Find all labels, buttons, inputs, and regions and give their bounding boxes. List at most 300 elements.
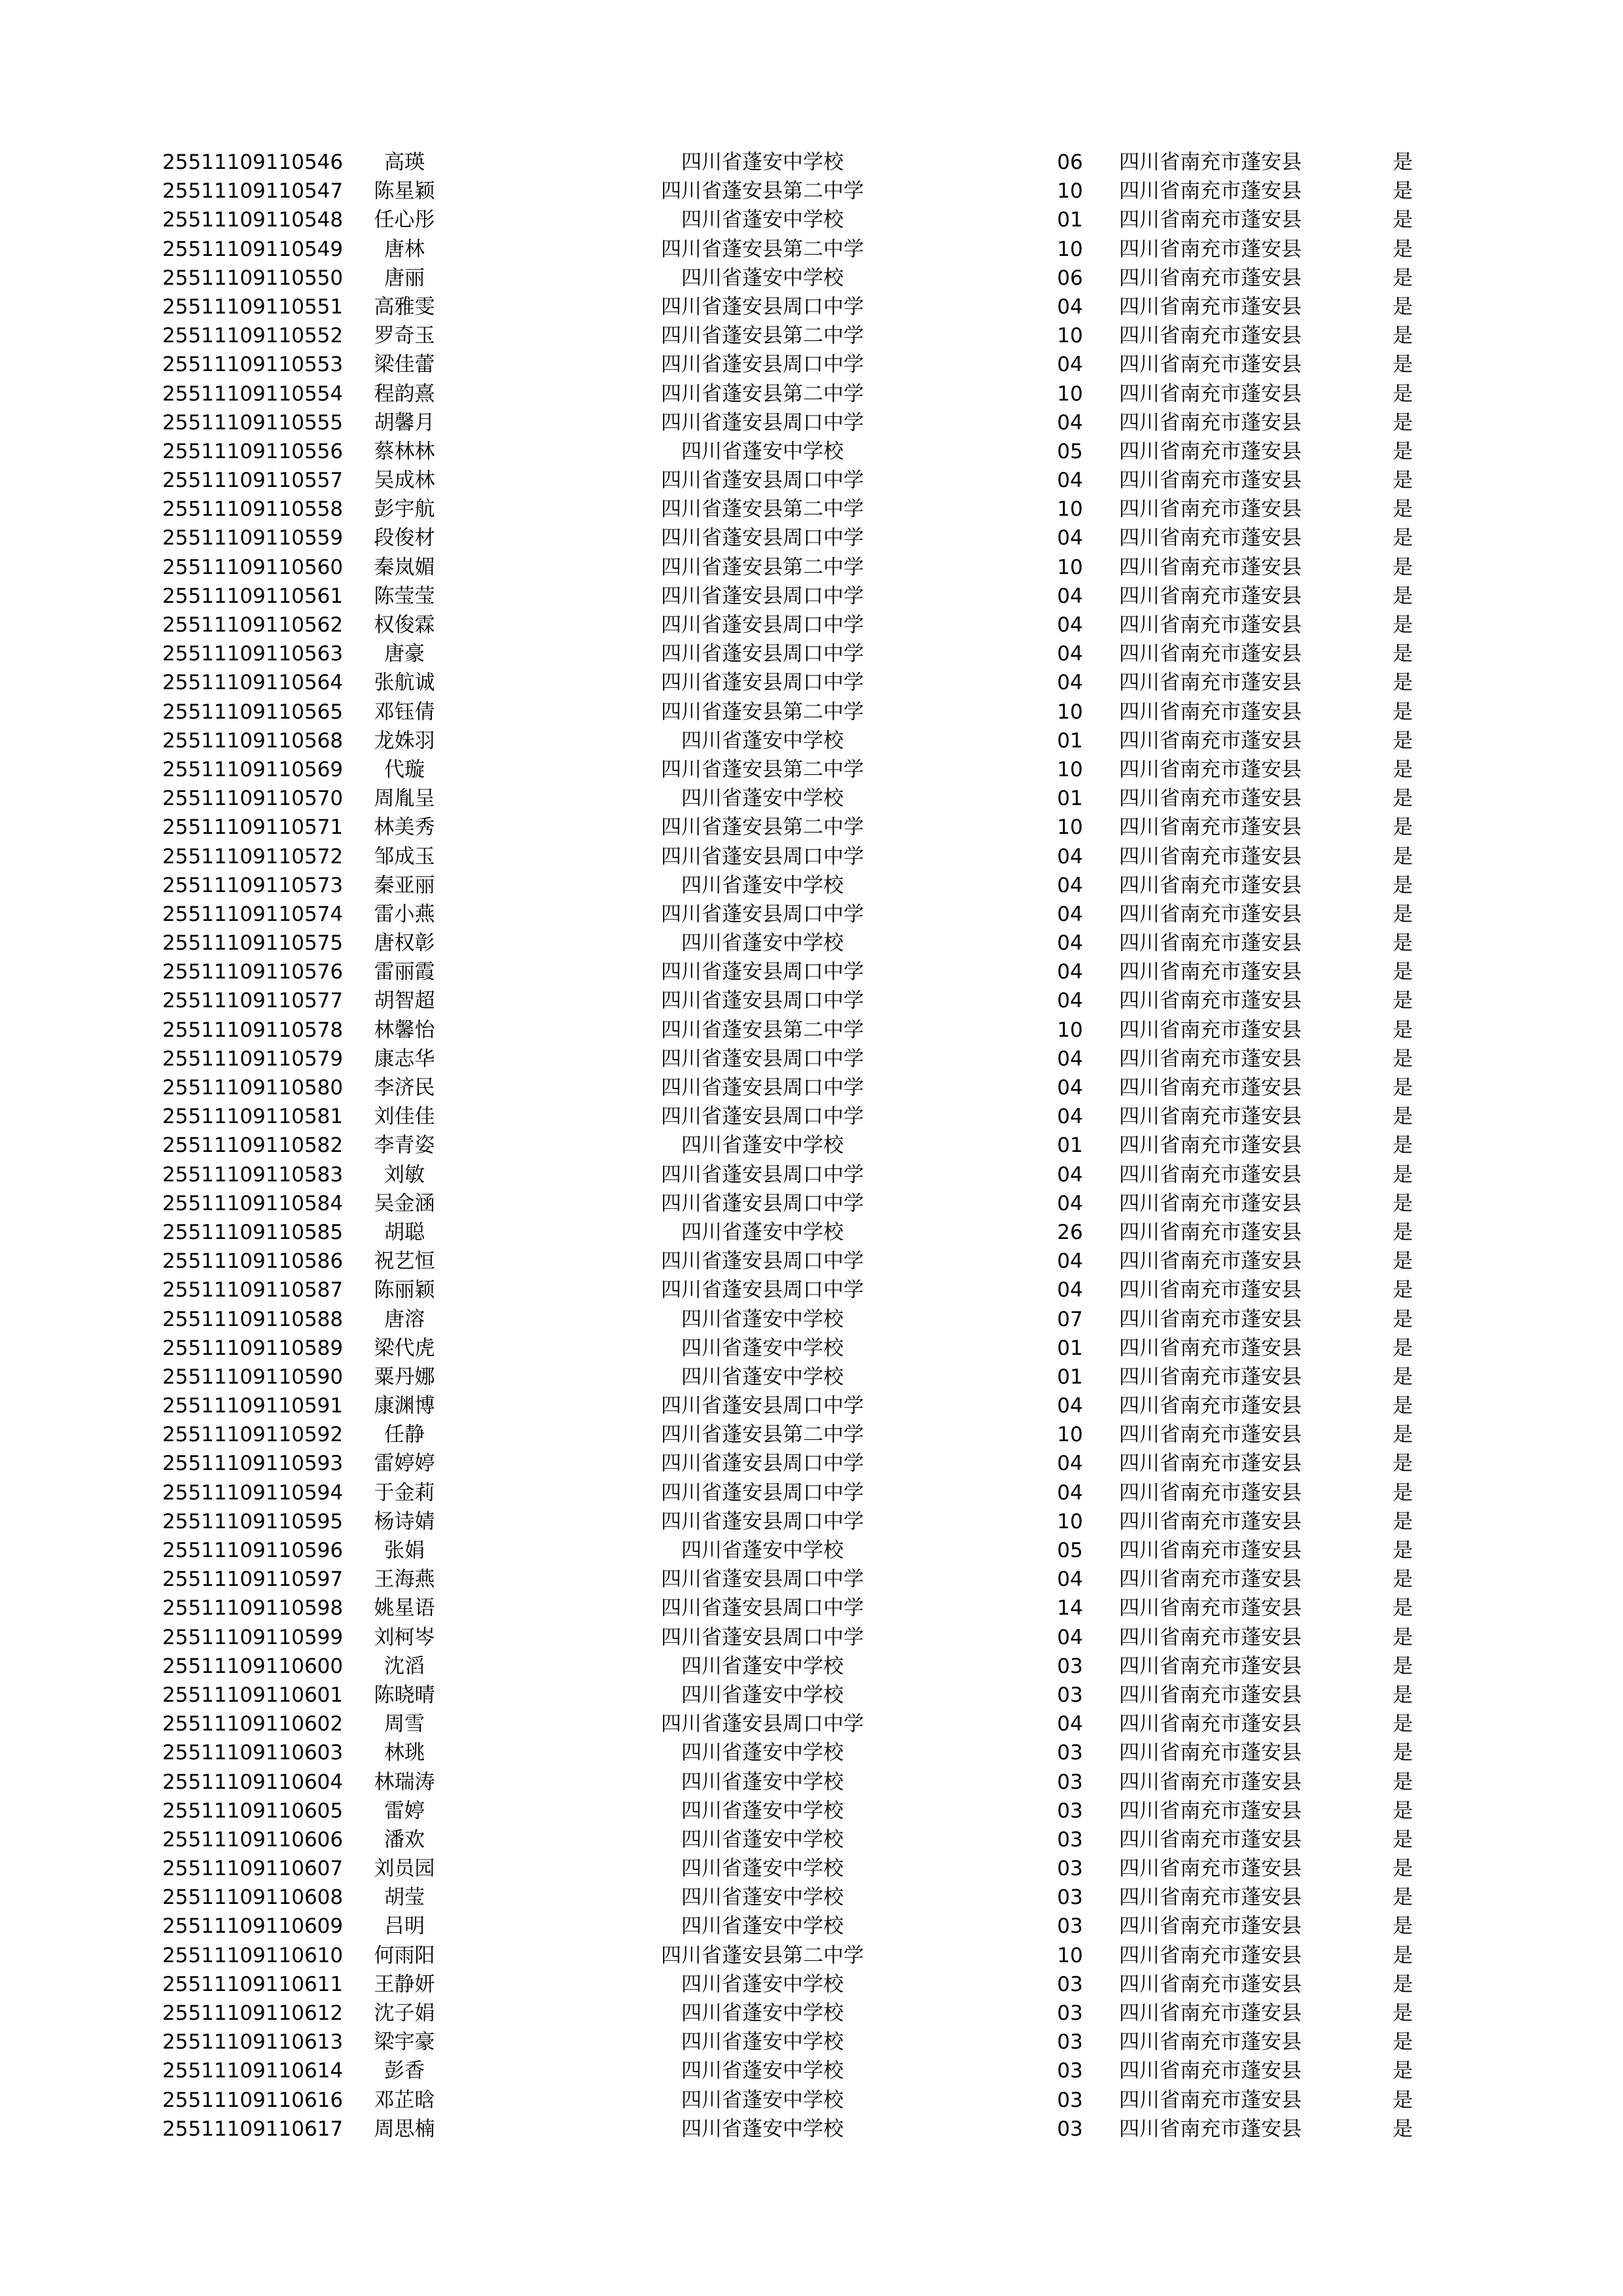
school-name: 四川省蓬安县周口中学	[661, 1625, 864, 1649]
eligible-flag: 是	[1393, 931, 1413, 956]
region: 四川省南充市蓬安县	[1119, 1134, 1302, 1158]
region: 四川省南充市蓬安县	[1119, 1972, 1302, 1996]
eligible-flag: 是	[1393, 1307, 1413, 1331]
table-row	[0, 726, 1623, 755]
table-row	[0, 986, 1623, 1015]
region: 四川省南充市蓬安县	[1119, 266, 1302, 290]
student-name: 吴金涵	[374, 1191, 435, 1215]
region: 四川省南充市蓬安县	[1119, 324, 1302, 348]
school-name: 四川省蓬安县第二中学	[661, 382, 864, 406]
school-name: 四川省蓬安县周口中学	[661, 613, 864, 637]
student-name: 蔡林林	[374, 439, 435, 463]
region: 四川省南充市蓬安县	[1119, 902, 1302, 926]
category-code: 04	[1057, 960, 1083, 984]
table-row	[0, 1305, 1623, 1334]
school-name: 四川省蓬安县周口中学	[661, 1596, 864, 1621]
school-name: 四川省蓬安县周口中学	[661, 353, 864, 377]
student-name: 刘员园	[374, 1857, 435, 1881]
school-name: 四川省蓬安县第二中学	[661, 1018, 864, 1042]
eligible-flag: 是	[1393, 642, 1413, 666]
student-name: 杨诗婧	[374, 1509, 435, 1534]
student-name: 祝艺恒	[374, 1249, 435, 1274]
school-name: 四川省蓬安中学校	[681, 1770, 844, 1794]
region: 四川省南充市蓬安县	[1119, 1191, 1302, 1215]
student-name: 胡聪	[384, 1220, 425, 1244]
student-name: 雷婷	[384, 1799, 425, 1823]
school-name: 四川省蓬安中学校	[681, 2030, 844, 2054]
region: 四川省南充市蓬安县	[1119, 1886, 1302, 1910]
exam-number: 25511109110569	[162, 757, 344, 781]
category-code: 01	[1057, 1134, 1083, 1158]
student-name: 林瑞涛	[374, 1770, 435, 1794]
student-name: 高雅雯	[374, 295, 435, 319]
eligible-flag: 是	[1393, 700, 1413, 724]
category-code: 06	[1057, 151, 1083, 174]
category-code: 04	[1057, 1625, 1083, 1649]
table-row	[0, 206, 1623, 234]
eligible-flag: 是	[1393, 2117, 1413, 2141]
region: 四川省南充市蓬安县	[1119, 1741, 1302, 1765]
student-name: 唐权彰	[374, 931, 435, 956]
eligible-flag: 是	[1393, 816, 1413, 840]
table-row	[0, 1623, 1623, 1652]
student-name: 刘柯岑	[374, 1625, 435, 1649]
eligible-flag: 是	[1393, 671, 1413, 695]
region: 四川省南充市蓬安县	[1119, 2001, 1302, 2025]
region: 四川省南充市蓬安县	[1119, 469, 1302, 493]
school-name: 四川省蓬安县第二中学	[661, 1423, 864, 1447]
table-row	[0, 813, 1623, 842]
exam-number: 25511109110584	[162, 1191, 344, 1215]
region: 四川省南充市蓬安县	[1119, 1336, 1302, 1360]
eligible-flag: 是	[1393, 1943, 1413, 1967]
exam-number: 25511109110560	[162, 555, 344, 579]
student-name: 何雨阳	[374, 1943, 435, 1967]
exam-number: 25511109110552	[162, 324, 344, 348]
student-name: 高瑛	[384, 151, 425, 174]
school-name: 四川省蓬安中学校	[681, 1539, 844, 1562]
student-name: 李济民	[374, 1076, 435, 1100]
category-code: 04	[1057, 1278, 1083, 1302]
student-name: 罗奇玉	[374, 324, 435, 348]
exam-number: 25511109110580	[162, 1076, 344, 1100]
table-row	[0, 1768, 1623, 1797]
table-row	[0, 1970, 1623, 1999]
school-name: 四川省蓬安县周口中学	[661, 1191, 864, 1215]
category-code: 04	[1057, 1452, 1083, 1476]
region: 四川省南充市蓬安县	[1119, 1625, 1302, 1649]
exam-number: 25511109110546	[162, 151, 344, 174]
student-name: 段俊材	[374, 526, 435, 550]
school-name: 四川省蓬安县周口中学	[661, 1076, 864, 1100]
category-code: 10	[1057, 1423, 1083, 1447]
eligible-flag: 是	[1393, 1162, 1413, 1187]
region: 四川省南充市蓬安县	[1119, 1076, 1302, 1100]
table-row	[0, 1276, 1623, 1304]
exam-number: 25511109110558	[162, 497, 344, 522]
school-name: 四川省蓬安县周口中学	[661, 1452, 864, 1476]
table-row	[0, 1420, 1623, 1449]
exam-number: 25511109110608	[162, 1886, 344, 1910]
eligible-flag: 是	[1393, 584, 1413, 608]
student-name: 任心彤	[374, 208, 435, 232]
school-name: 四川省蓬安中学校	[681, 1365, 844, 1389]
student-name: 吴成林	[374, 469, 435, 493]
exam-number: 25511109110599	[162, 1625, 344, 1649]
category-code: 10	[1057, 757, 1083, 781]
category-code: 10	[1057, 324, 1083, 348]
student-name: 唐溶	[384, 1307, 425, 1331]
category-code: 03	[1057, 2088, 1083, 2112]
category-code: 03	[1057, 1886, 1083, 1910]
student-name: 梁代虎	[374, 1336, 435, 1360]
eligible-flag: 是	[1393, 1886, 1413, 1910]
region: 四川省南充市蓬安县	[1119, 526, 1302, 550]
region: 四川省南充市蓬安县	[1119, 1770, 1302, 1794]
school-name: 四川省蓬安县周口中学	[661, 410, 864, 435]
eligible-flag: 是	[1393, 469, 1413, 493]
eligible-flag: 是	[1393, 1596, 1413, 1621]
eligible-flag: 是	[1393, 1799, 1413, 1823]
school-name: 四川省蓬安中学校	[681, 1972, 844, 1996]
region: 四川省南充市蓬安县	[1119, 1105, 1302, 1129]
category-code: 04	[1057, 1162, 1083, 1187]
region: 四川省南充市蓬安县	[1119, 1220, 1302, 1244]
student-name: 张娟	[384, 1539, 425, 1562]
category-code: 04	[1057, 902, 1083, 926]
school-name: 四川省蓬安中学校	[681, 266, 844, 290]
eligible-flag: 是	[1393, 1278, 1413, 1302]
school-name: 四川省蓬安县第二中学	[661, 757, 864, 781]
school-name: 四川省蓬安县周口中学	[661, 1509, 864, 1534]
exam-number: 25511109110579	[162, 1047, 344, 1071]
exam-number: 25511109110602	[162, 1712, 344, 1736]
school-name: 四川省蓬安中学校	[681, 2059, 844, 2083]
exam-number: 25511109110583	[162, 1162, 344, 1187]
exam-number: 25511109110563	[162, 642, 344, 666]
table-row	[0, 1334, 1623, 1363]
student-name: 沈子娟	[374, 2001, 435, 2025]
category-code: 14	[1057, 1596, 1083, 1621]
school-name: 四川省蓬安县周口中学	[661, 642, 864, 666]
eligible-flag: 是	[1393, 410, 1413, 435]
category-code: 04	[1057, 844, 1083, 869]
category-code: 10	[1057, 555, 1083, 579]
category-code: 04	[1057, 1249, 1083, 1274]
exam-number: 25511109110561	[162, 584, 344, 608]
student-name: 陈星颖	[374, 179, 435, 204]
table-row	[0, 1073, 1623, 1102]
table-row	[0, 2056, 1623, 2085]
school-name: 四川省蓬安县周口中学	[661, 671, 864, 695]
table-row	[0, 842, 1623, 871]
eligible-flag: 是	[1393, 1076, 1413, 1100]
category-code: 07	[1057, 1307, 1083, 1331]
region: 四川省南充市蓬安县	[1119, 1394, 1302, 1418]
region: 四川省南充市蓬安县	[1119, 642, 1302, 666]
exam-number: 25511109110559	[162, 526, 344, 550]
eligible-flag: 是	[1393, 1220, 1413, 1244]
school-name: 四川省蓬安中学校	[681, 1683, 844, 1707]
student-name: 沈滔	[384, 1654, 425, 1678]
region: 四川省南充市蓬安县	[1119, 1539, 1302, 1562]
exam-number: 25511109110598	[162, 1596, 344, 1621]
exam-number: 25511109110617	[162, 2117, 344, 2141]
student-name: 吕明	[384, 1914, 425, 1939]
eligible-flag: 是	[1393, 295, 1413, 319]
student-name: 林美秀	[374, 816, 435, 840]
table-row	[0, 1999, 1623, 2028]
school-name: 四川省蓬安县周口中学	[661, 584, 864, 608]
region: 四川省南充市蓬安县	[1119, 1162, 1302, 1187]
category-code: 04	[1057, 526, 1083, 550]
student-name: 任静	[384, 1423, 425, 1447]
table-row	[0, 408, 1623, 437]
student-name: 康志华	[374, 1047, 435, 1071]
school-name: 四川省蓬安县周口中学	[661, 295, 864, 319]
student-name: 唐豪	[384, 642, 425, 666]
table-row	[0, 698, 1623, 726]
student-name: 陈丽颖	[374, 1278, 435, 1302]
category-code: 01	[1057, 728, 1083, 753]
category-code: 03	[1057, 1741, 1083, 1765]
school-name: 四川省蓬安中学校	[681, 1857, 844, 1881]
eligible-flag: 是	[1393, 989, 1413, 1013]
school-name: 四川省蓬安县周口中学	[661, 844, 864, 869]
table-row	[0, 1391, 1623, 1420]
student-name: 周思楠	[374, 2117, 435, 2141]
category-code: 10	[1057, 816, 1083, 840]
table-row	[0, 755, 1623, 784]
category-code: 04	[1057, 642, 1083, 666]
student-name: 梁宇豪	[374, 2030, 435, 2054]
school-name: 四川省蓬安中学校	[681, 1886, 844, 1910]
exam-number: 25511109110572	[162, 844, 344, 869]
exam-number: 25511109110577	[162, 989, 344, 1013]
school-name: 四川省蓬安县周口中学	[661, 1105, 864, 1129]
school-name: 四川省蓬安县第二中学	[661, 324, 864, 348]
table-row	[0, 1479, 1623, 1507]
table-row	[0, 495, 1623, 524]
eligible-flag: 是	[1393, 1336, 1413, 1360]
exam-number: 25511109110582	[162, 1134, 344, 1158]
school-name: 四川省蓬安县第二中学	[661, 816, 864, 840]
category-code: 03	[1057, 2117, 1083, 2141]
school-name: 四川省蓬安中学校	[681, 1336, 844, 1360]
category-code: 03	[1057, 1654, 1083, 1678]
student-name: 康渊博	[374, 1394, 435, 1418]
region: 四川省南充市蓬安县	[1119, 555, 1302, 579]
exam-number: 25511109110586	[162, 1249, 344, 1274]
student-name: 林馨怡	[374, 1018, 435, 1042]
table-row	[0, 784, 1623, 813]
student-name: 胡智超	[374, 989, 435, 1013]
region: 四川省南充市蓬安县	[1119, 1278, 1302, 1302]
school-name: 四川省蓬安县周口中学	[661, 1162, 864, 1187]
exam-number: 25511109110551	[162, 295, 344, 319]
exam-number: 25511109110557	[162, 469, 344, 493]
exam-number: 25511109110605	[162, 1799, 344, 1823]
table-row	[0, 1507, 1623, 1536]
region: 四川省南充市蓬安县	[1119, 787, 1302, 811]
exam-number: 25511109110565	[162, 700, 344, 724]
exam-number: 25511109110581	[162, 1105, 344, 1129]
category-code: 04	[1057, 353, 1083, 377]
category-code: 10	[1057, 237, 1083, 261]
student-name: 粟丹娜	[374, 1365, 435, 1389]
table-row	[0, 929, 1623, 958]
table-row	[0, 582, 1623, 611]
exam-number: 25511109110595	[162, 1509, 344, 1534]
school-name: 四川省蓬安县周口中学	[661, 1278, 864, 1302]
region: 四川省南充市蓬安县	[1119, 151, 1302, 174]
table-row	[0, 235, 1623, 264]
region: 四川省南充市蓬安县	[1119, 1712, 1302, 1736]
school-name: 四川省蓬安县周口中学	[661, 526, 864, 550]
category-code: 04	[1057, 1394, 1083, 1418]
category-code: 04	[1057, 1105, 1083, 1129]
category-code: 04	[1057, 989, 1083, 1013]
eligible-flag: 是	[1393, 208, 1413, 232]
table-row	[0, 1883, 1623, 1912]
category-code: 04	[1057, 469, 1083, 493]
table-row	[0, 1016, 1623, 1045]
region: 四川省南充市蓬安县	[1119, 1596, 1302, 1621]
region: 四川省南充市蓬安县	[1119, 1799, 1302, 1823]
student-name: 潘欢	[384, 1827, 425, 1852]
region: 四川省南充市蓬安县	[1119, 2117, 1302, 2141]
eligible-flag: 是	[1393, 728, 1413, 753]
student-name: 胡莹	[384, 1886, 425, 1910]
school-name: 四川省蓬安县周口中学	[661, 1480, 864, 1505]
region: 四川省南充市蓬安县	[1119, 1683, 1302, 1707]
eligible-flag: 是	[1393, 1712, 1413, 1736]
exam-number: 25511109110606	[162, 1827, 344, 1852]
category-code: 01	[1057, 787, 1083, 811]
school-name: 四川省蓬安县周口中学	[661, 1249, 864, 1274]
exam-number: 25511109110592	[162, 1423, 344, 1447]
student-name: 唐丽	[384, 266, 425, 290]
eligible-flag: 是	[1393, 179, 1413, 204]
region: 四川省南充市蓬安县	[1119, 1914, 1302, 1939]
student-name: 李青姿	[374, 1134, 435, 1158]
eligible-flag: 是	[1393, 787, 1413, 811]
student-name: 王静妍	[374, 1972, 435, 1996]
eligible-flag: 是	[1393, 873, 1413, 897]
table-row	[0, 1102, 1623, 1131]
region: 四川省南充市蓬安县	[1119, 728, 1302, 753]
exam-number: 25511109110587	[162, 1278, 344, 1302]
table-row	[0, 1710, 1623, 1738]
category-code: 03	[1057, 1914, 1083, 1939]
eligible-flag: 是	[1393, 353, 1413, 377]
category-code: 03	[1057, 1857, 1083, 1881]
region: 四川省南充市蓬安县	[1119, 1018, 1302, 1042]
region: 四川省南充市蓬安县	[1119, 208, 1302, 232]
table-row	[0, 1738, 1623, 1767]
eligible-flag: 是	[1393, 1394, 1413, 1418]
exam-number: 25511109110585	[162, 1220, 344, 1244]
student-name: 邓芷晗	[374, 2088, 435, 2112]
category-code: 04	[1057, 295, 1083, 319]
table-row	[0, 958, 1623, 986]
table-row	[0, 1941, 1623, 1970]
region: 四川省南充市蓬安县	[1119, 1365, 1302, 1389]
table-row	[0, 466, 1623, 495]
category-code: 04	[1057, 613, 1083, 637]
table-row	[0, 177, 1623, 206]
eligible-flag: 是	[1393, 1914, 1413, 1939]
category-code: 10	[1057, 179, 1083, 204]
exam-number: 25511109110591	[162, 1394, 344, 1418]
student-name: 张航诚	[374, 671, 435, 695]
school-name: 四川省蓬安中学校	[681, 1914, 844, 1939]
student-name: 陈晓晴	[374, 1683, 435, 1707]
region: 四川省南充市蓬安县	[1119, 1654, 1302, 1678]
table-row	[0, 1189, 1623, 1218]
student-name: 周雪	[384, 1712, 425, 1736]
category-code: 01	[1057, 1336, 1083, 1360]
school-name: 四川省蓬安县第二中学	[661, 497, 864, 522]
table-row	[0, 2086, 1623, 2115]
school-name: 四川省蓬安县第二中学	[661, 237, 864, 261]
exam-number: 25511109110607	[162, 1857, 344, 1881]
exam-number: 25511109110588	[162, 1307, 344, 1331]
eligible-flag: 是	[1393, 1509, 1413, 1534]
region: 四川省南充市蓬安县	[1119, 1480, 1302, 1505]
eligible-flag: 是	[1393, 382, 1413, 406]
school-name: 四川省蓬安县周口中学	[661, 1712, 864, 1736]
region: 四川省南充市蓬安县	[1119, 931, 1302, 956]
table-row	[0, 2028, 1623, 2056]
category-code: 05	[1057, 1539, 1083, 1562]
school-name: 四川省蓬安县第二中学	[661, 1943, 864, 1967]
table-row	[0, 1160, 1623, 1189]
school-name: 四川省蓬安中学校	[681, 2001, 844, 2025]
table-row	[0, 350, 1623, 379]
category-code: 03	[1057, 1770, 1083, 1794]
school-name: 四川省蓬安中学校	[681, 208, 844, 232]
student-name: 彭宇航	[374, 497, 435, 522]
school-name: 四川省蓬安县周口中学	[661, 960, 864, 984]
region: 四川省南充市蓬安县	[1119, 700, 1302, 724]
category-code: 04	[1057, 584, 1083, 608]
region: 四川省南充市蓬安县	[1119, 1827, 1302, 1852]
exam-number: 25511109110556	[162, 439, 344, 463]
region: 四川省南充市蓬安县	[1119, 1568, 1302, 1592]
student-name: 邹成玉	[374, 844, 435, 869]
eligible-flag: 是	[1393, 1827, 1413, 1852]
eligible-flag: 是	[1393, 1191, 1413, 1215]
exam-number: 25511109110570	[162, 787, 344, 811]
school-name: 四川省蓬安中学校	[681, 2117, 844, 2141]
category-code: 01	[1057, 1365, 1083, 1389]
table-row	[0, 1045, 1623, 1073]
table-row	[0, 321, 1623, 350]
category-code: 03	[1057, 2030, 1083, 2054]
table-row	[0, 1218, 1623, 1247]
region: 四川省南充市蓬安县	[1119, 295, 1302, 319]
exam-number: 25511109110553	[162, 353, 344, 377]
eligible-flag: 是	[1393, 2001, 1413, 2025]
table-row	[0, 1565, 1623, 1594]
table-row	[0, 1131, 1623, 1160]
exam-number: 25511109110590	[162, 1365, 344, 1389]
school-name: 四川省蓬安中学校	[681, 439, 844, 463]
eligible-flag: 是	[1393, 1770, 1413, 1794]
eligible-flag: 是	[1393, 1480, 1413, 1505]
student-name: 刘敏	[384, 1162, 425, 1187]
